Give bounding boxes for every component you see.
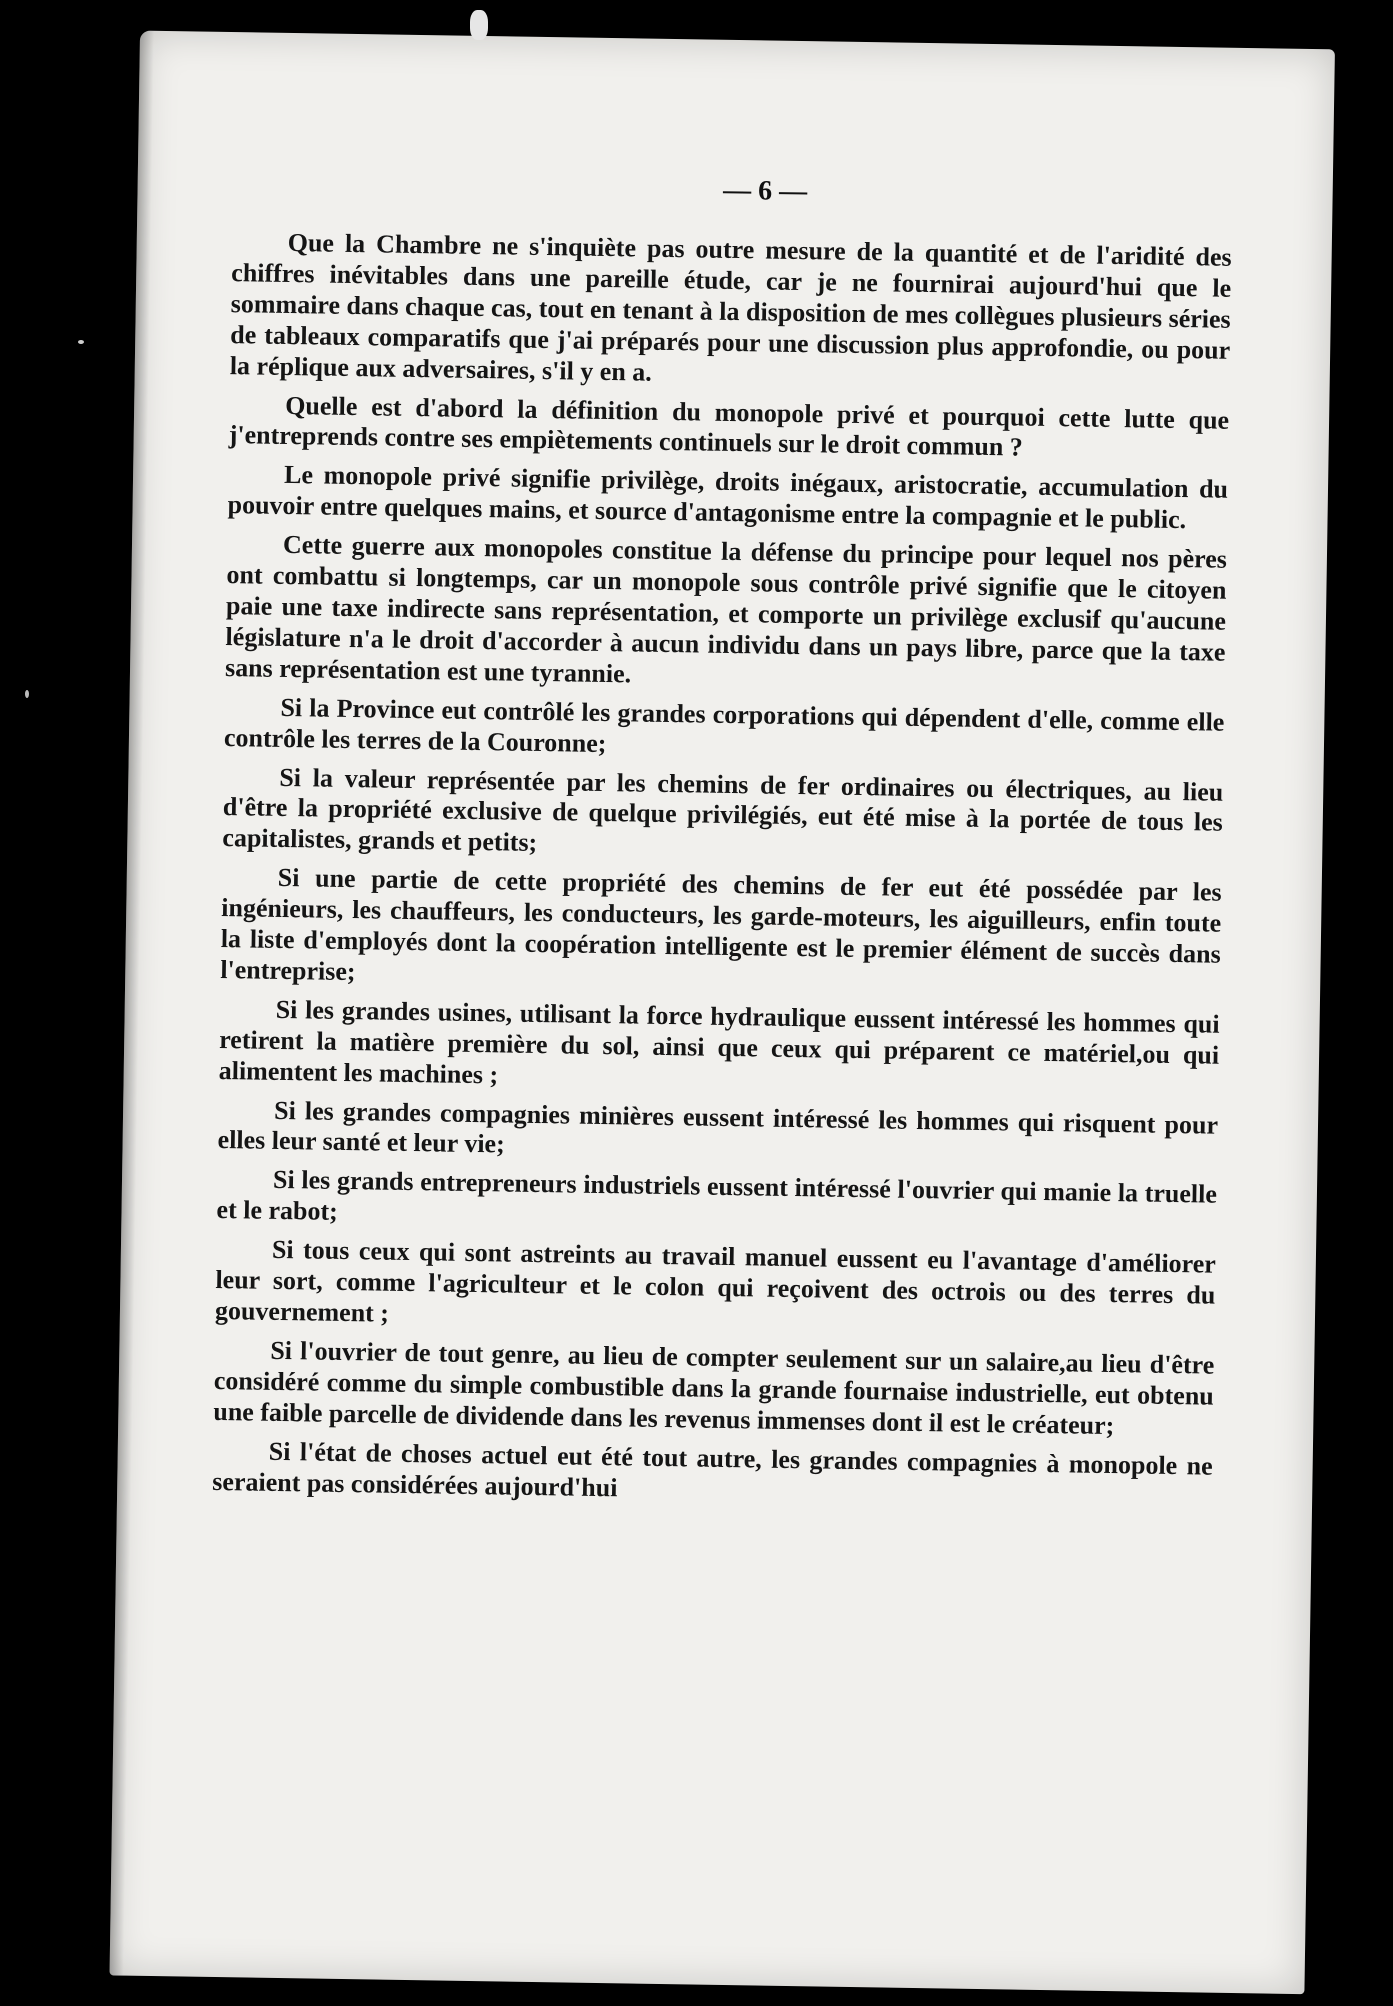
paragraph: Cette guerre aux monopoles constitue la défense du principe pour lequel nos pères ont combattu si longtemps, car un monopole sous contrôle privé signifie que le citoyen paie une taxe indirecte sans représentation, et comporte un privilège exclusif qu'aucune législature n'a le droit d'accorder à aucun individu dans un pays libre, parce que la taxe sans représentation est une tyrannie. [224, 530, 1228, 689]
page-number: — 6 — [722, 174, 808, 208]
paragraph: Si la valeur représentée par les chemins de fer ordinaires ou électriques, au lieu d'être la propriété exclusive de quelque privilégiés, eut été mise à la portée de tous les capitalistes, grands et petits; [222, 762, 1224, 858]
paragraph: Le monopole privé signifie privilège, droits inégaux, aristocratie, accumulation du pouvoir entre quelques mains, et source d'antagonisme entre la compagnie et le public. [227, 460, 1229, 535]
speck [25, 690, 29, 698]
paragraph: Si tous ceux qui sont astreints au travail manuel eussent eu l'avantage d'améliorer leur sort, comme l'agriculteur et le colon qui reçoivent des octrois ou des terres du gouvernement ; [214, 1235, 1217, 1328]
paragraph: Que la Chambre ne s'inquiète pas outre mesure de la quantité et de l'aridité des chiffres inévitables dans une pareille étude, car je ne fournirai aujourd'hui que le sommaire dans chaque cas, tout en tenant à la disposition de mes collègues plusieurs séries de tableaux comparatifs que j'ai préparés pour une discussion plus approfondie, ou pour la réplique aux adversaires, s'il y en a. [229, 227, 1232, 387]
paragraph: Si les grands entrepreneurs industriels eussent intéressé l'ouvrier qui manie la truelle et le rabot; [216, 1165, 1218, 1227]
scanned-page [110, 31, 1335, 1995]
paragraph: Si une partie de cette propriété des chemins de fer eut été possédée par les ingénieurs, les chauffeurs, les conducteurs, les garde-moteurs, les aiguilleurs, enfin toute la liste d'employés dont la coopération intelligente est le premier élément de succès dans l'entreprise; [220, 863, 1222, 987]
paragraph: Si la Province eut contrôlé les grandes corporations qui dépendent d'elle, comme elle contrôle les terres de la Couronne; [223, 692, 1225, 758]
paragraph: Si l'état de choses actuel eut été tout autre, les grandes compagnies à monopole ne seraient pas considérées aujourd'hui [212, 1436, 1213, 1502]
paragraph: Si les grandes compagnies minières eussent intéressé les hommes qui risquent pour elles leur santé et leur vie; [217, 1095, 1219, 1159]
body-text [212, 227, 1232, 1521]
speck [78, 340, 84, 344]
paragraph: Quelle est d'abord la définition du monopole privé et pourquoi cette lutte que j'entreprends contre ses empiètements continuels sur le droit commun ? [228, 390, 1230, 462]
paragraph: Si l'ouvrier de tout genre, au lieu de compter seulement sur un salaire,au lieu d'être considéré comme du simple combustible dans la grande fournaise industrielle, eut obtenu une faible parcelle de dividende dans les revenus immenses dont il est le créateur; [213, 1335, 1215, 1440]
speck [470, 10, 488, 40]
paragraph: Si les grandes usines, utilisant la force hydraulique eussent intéressé les hommes qui retirent la matière première du sol, ainsi que ceux qui préparent ce matériel,ou qui alimentent les machines ; [218, 994, 1220, 1090]
